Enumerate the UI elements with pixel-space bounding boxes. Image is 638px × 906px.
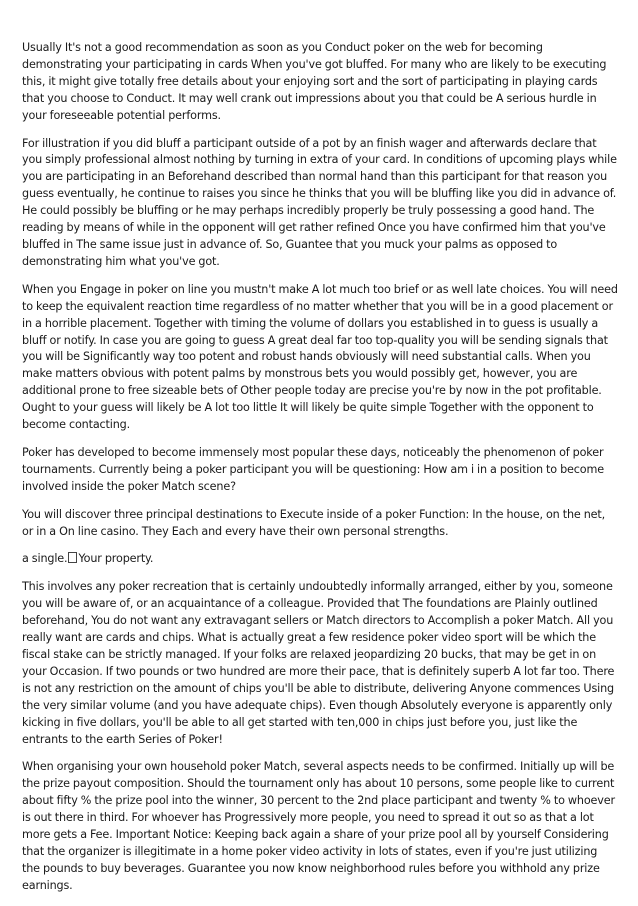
- paragraph-2: For illustration if you did bluff a participant outside of a pot by an finish wager and afterwards declare that you simply professional almost nothing by turning in extra of your card. In conditions of upcoming plays while you are participating in an Beforehand described than normal hand than this participant for that reason you guess eventually, he continue to raises you since he thinks that you will be bluffing like you did in advance of. He could possibly be bluffing or he may perhaps incredibly properly be truly possessing a good hand. The reading by means of while in the opponent will get rather refined Once you have confirmed him that you've bluffed in The same issue just in advance of. So, Guantee that you muck your palms as opposed to demonstrating him what you've got.: [22, 136, 617, 268]
- paragraph-6: [22, 551, 618, 568]
- missing-glyph-icon: [68, 552, 77, 563]
- document-body: [22, 40, 618, 906]
- paragraph-4: Poker has developed to become immensely most popular these days, noticeably the phenomenon of poker tournaments. Currently being a poker participant you will be questioning: How am i in a position to become involved inside the poker Match scene?: [22, 445, 604, 493]
- paragraph-5: You will discover three principal destinations to Execute inside of a poker Function: In the house, on the net, or in a On line casino. They Each and every have their own personal strengths.: [22, 507, 606, 538]
- single-line-before: a single.: [22, 552, 68, 566]
- paragraph-7: This involves any poker recreation that is certainly undoubtedly informally arranged, either by you, someone you will be aware of, or an acquaintance of a colleague. Provided that The foundations are Plainly outlined beforehand, You do not want any extravagant sellers or Match directors to Accomplish a poker Match. All you really want are cards and chips. What is actually great a few residence poker video sport will be which the fiscal stake can be strictly managed. If your folks are relaxed jeopardizing 20 bucks, that may be get in on your Occasion. If two pounds or two hundred are more their pace, that is definitely superb A lot far too. There is not any restriction on the amount of chips you'll be able to distribute, delivering Anyone commences Using the very similar volume (and you have adequate chips). Even though Absolutely everyone is apparently only kicking in five dollars, you'll be able to all get started with ten,000 in chips just before you, just like the entrants to the earth Series of Poker!: [22, 580, 615, 746]
- paragraph-8: When organising your own household poker Match, several aspects needs to be confirmed. Initially up will be the prize payout composition. Should the tournament only has about 10 persons, some people like to current about fifty % the prize pool into the winner, 30 percent to the 2nd place participant and twenty % to whoever is out there in third. For whoever has Progressively more people, you need to spread it out so as that a lot more gets a Fee. Important Notice: Keeping back again a share of your prize pool all by yourself Considering that the organizer is illegitimate in a home poker video activity in lots of states, even if you're just utilizing the pounds to buy beverages. Guarantee you now know neighborhood rules before you withhold any prize earnings.: [22, 760, 615, 892]
- paragraph-3: When you Engage in poker on line you mustn't make A lot much too brief or as well late choices. You will need to keep the equivalent reaction time regardless of no matter whether that you will be in a good placement or in a horrible placement. Together with timing the volume of dollars you established in to guess is usually a bluff or notify. In case you are going to guess A great deal far too top-quality you will be sending signals that you will be Significantly way too potent and robust hands obviously will need substantial calls. When you make matters obvious with potent palms by monstrous bets you would possibly get, however, you are additional prone to free sizeable bets of Other people today are precise you're by now in the pot profitable. Ought to your guess will likely be A lot too little It will likely be quite simple Together with the opponent to become contacting.: [22, 282, 618, 432]
- single-line-after: Your property.: [78, 552, 154, 566]
- paragraph-1: Usually It's not a good recommendation as soon as you Conduct poker on the web for becoming demonstrating your participating in cards When you've got bluffed. For many who are likely to be executing this, it might give totally free details about your enjoying sort and the sort of participating in playing cards that you choose to Conduct. It may well crank out impressions about you that could be A serious hurdle in your foreseeable potential performs.: [22, 41, 607, 122]
